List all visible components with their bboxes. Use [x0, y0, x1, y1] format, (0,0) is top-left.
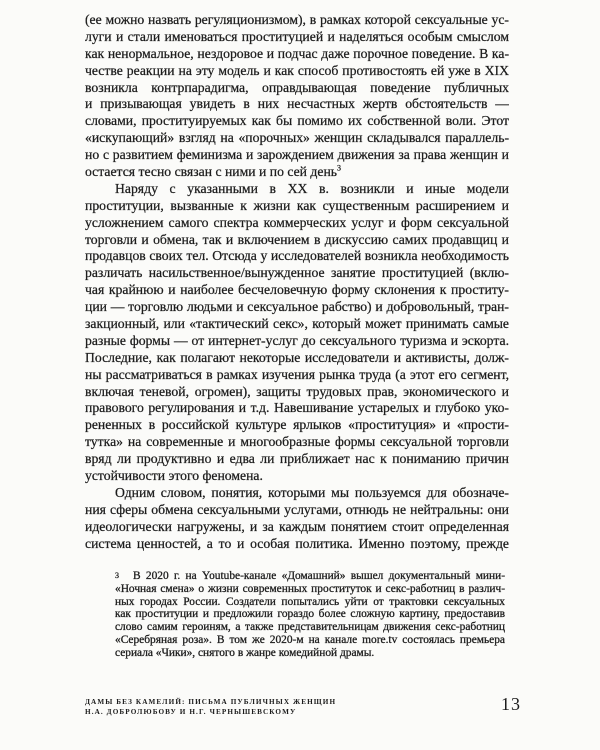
text-line	[85, 181, 509, 198]
text-line	[85, 367, 509, 384]
page-number: 13	[501, 694, 521, 714]
text-line	[85, 384, 509, 401]
text-line	[85, 80, 509, 97]
footnote-line	[115, 621, 505, 634]
text-line-content: закционный, или «тактический секс», который может принимать самые	[85, 316, 509, 332]
text-line-content: Последние, как полагают некоторые исследователи и активисты, долж-	[85, 349, 509, 365]
footnote-line-content: В 2020 г. на Youtube-канале «Домашний» вышел документальный мини-	[133, 570, 505, 582]
text-line	[85, 282, 509, 299]
text-line	[85, 350, 509, 367]
text-line-content: разные формы — от интернет-услуг до сексуального туризма и эскорта.	[85, 332, 509, 348]
text-line	[85, 113, 509, 130]
footnote-line	[115, 583, 505, 596]
text-line-content: включая теневой, огромен), защиты трудовых прав, экономического и	[85, 383, 509, 399]
text-line-content: Наряду с указанными в XX в. возникли и иные модели	[115, 180, 509, 196]
text-line	[85, 215, 509, 232]
text-line	[85, 299, 509, 316]
footnote-reference[interactable]: 3	[337, 164, 342, 173]
footnote-line	[115, 570, 505, 583]
text-line-content: но с развитием феминизма и зарождением движения за права женщин и	[85, 147, 509, 163]
text-line	[85, 519, 509, 536]
text-line	[85, 130, 509, 147]
footnote-line-content: как проституции и предложили гораздо более сложную картину, предоставив	[115, 608, 505, 621]
text-line	[85, 333, 509, 350]
text-line	[85, 502, 509, 519]
footnote-line	[115, 634, 505, 647]
text-line-content: различать насильственное/вынужденное занятие проституцией (вклю-	[85, 265, 509, 281]
text-line	[85, 147, 509, 164]
footnote	[115, 570, 505, 660]
text-line-content: проституции, вызванные к жизни как существенным расширением и	[85, 197, 509, 213]
footnote-number: 3	[115, 571, 119, 580]
text-line-content: правового регулирования и т.д. Навешивание устарелых и глубоко уко-	[85, 400, 509, 416]
footnote-line	[115, 647, 505, 660]
text-line	[85, 468, 509, 485]
text-line-content: идеологически нагружены, и за каждым понятием стоит определенная	[85, 518, 509, 534]
text-line-content: и призывающая увидеть в них несчастных жертв обстоятельств —	[85, 96, 509, 112]
text-line	[85, 485, 509, 502]
text-line-content: ния сферы обмена сексуальными услугами, отнюдь не нейтральны: они	[85, 501, 509, 517]
text-line-content: вряд ли продуктивно и едва ли приближает нас к пониманию причин	[85, 451, 509, 467]
text-line	[85, 248, 509, 265]
footnote-line-content: ных городах России. Создатели попытались уйти от трактовки сексуальных	[115, 595, 505, 608]
text-line-content: возникла контрпарадигма, оправдывающая поведение публичных	[85, 79, 509, 95]
text-line-content: честве реакции на эту модель и как способ противостоять ей уже в XIX	[85, 62, 509, 78]
body-text	[85, 12, 509, 553]
footnote-line-content: слово самим героиням, а также представительницам движения секс-работниц	[115, 621, 505, 634]
running-footer	[85, 697, 336, 717]
running-footer-line-1: ДАМЫ БЕЗ КАМЕЛИЙ: ПИСЬМА ПУБЛИЧНЫХ ЖЕНЩИН	[85, 698, 337, 706]
text-line	[85, 232, 509, 249]
footnote-line-content: сериала «Чики», снятого в жанре комедийной драмы.	[115, 646, 375, 659]
text-line	[85, 434, 509, 451]
text-line	[85, 417, 509, 434]
text-line	[85, 265, 509, 282]
text-line-content: (ее можно назвать регуляционизмом), в рамках которой сексуальные ус-	[85, 12, 509, 27]
text-line-content: остается тесно связан с ними и по сей день	[85, 164, 338, 180]
text-line	[85, 63, 509, 80]
text-line-content: торговли и обмена, так и включением в дискуссию самих продавщиц и	[85, 231, 509, 247]
text-line	[85, 12, 509, 29]
text-line-content: рененных в российской культуре ярлыков «проституция» и «прости-	[85, 417, 509, 433]
text-line	[85, 400, 509, 417]
text-line	[85, 536, 509, 553]
text-line-content: устойчивости этого феномена.	[85, 468, 263, 484]
text-line-content: как ненормальное, нездоровое и подчас даже порочное поведение. В ка-	[85, 45, 509, 61]
text-line-content: ции — торговлю людьми и сексуальное рабство) и добровольный, тран-	[85, 299, 509, 315]
text-line	[85, 96, 509, 113]
text-line	[85, 451, 509, 468]
text-line-content: луги и стали именоваться проституцией и наделяться особым смыслом	[85, 28, 509, 44]
footnote-line	[115, 596, 505, 609]
text-line-content: усложнением самого спектра коммерческих услуг и форм сексуальной	[85, 214, 509, 230]
text-line	[85, 29, 509, 46]
text-line-content: система ценностей, а то и особая политика. Именно поэтому, прежде	[85, 535, 509, 551]
text-line-content: Одним словом, понятия, которыми мы пользуемся для обозначе-	[115, 484, 509, 500]
text-line	[85, 46, 509, 63]
text-line-content: словами, проституируемых как бы помимо их собственной воли. Этот	[85, 113, 509, 129]
footnote-line-content: «Серебряная роза». В том же 2020-м на канале more.tv состоялась премьера	[115, 633, 505, 646]
footnote-line-content: «Ночная смена» о жизни современных проституток и секс-работниц в различ-	[115, 582, 505, 595]
text-line-content: тутка» на современные и многообразные формы сексуальной торговли	[85, 434, 509, 450]
text-line-content: ны рассматриваться в рамках изучения рынка труда (а этот его сегмент,	[85, 366, 509, 382]
running-footer-line-2: Н.А. ДОБРОЛЮБОВУ И Н.Г. ЧЕРНЫШЕВСКОМУ	[85, 708, 297, 716]
text-line-content: «искупающий» взгляд на «порочных» женщин складывался параллель-	[85, 130, 509, 146]
footnote-line	[115, 608, 505, 621]
text-line-content: продавцов своих тел. Отсюда у исследователей возникла необходимость	[85, 248, 509, 264]
text-line	[85, 316, 509, 333]
text-line	[85, 164, 509, 181]
text-line-content: чая крайнюю и наиболее бесчеловечную форму склонения к проститу-	[85, 282, 509, 298]
text-line	[85, 198, 509, 215]
